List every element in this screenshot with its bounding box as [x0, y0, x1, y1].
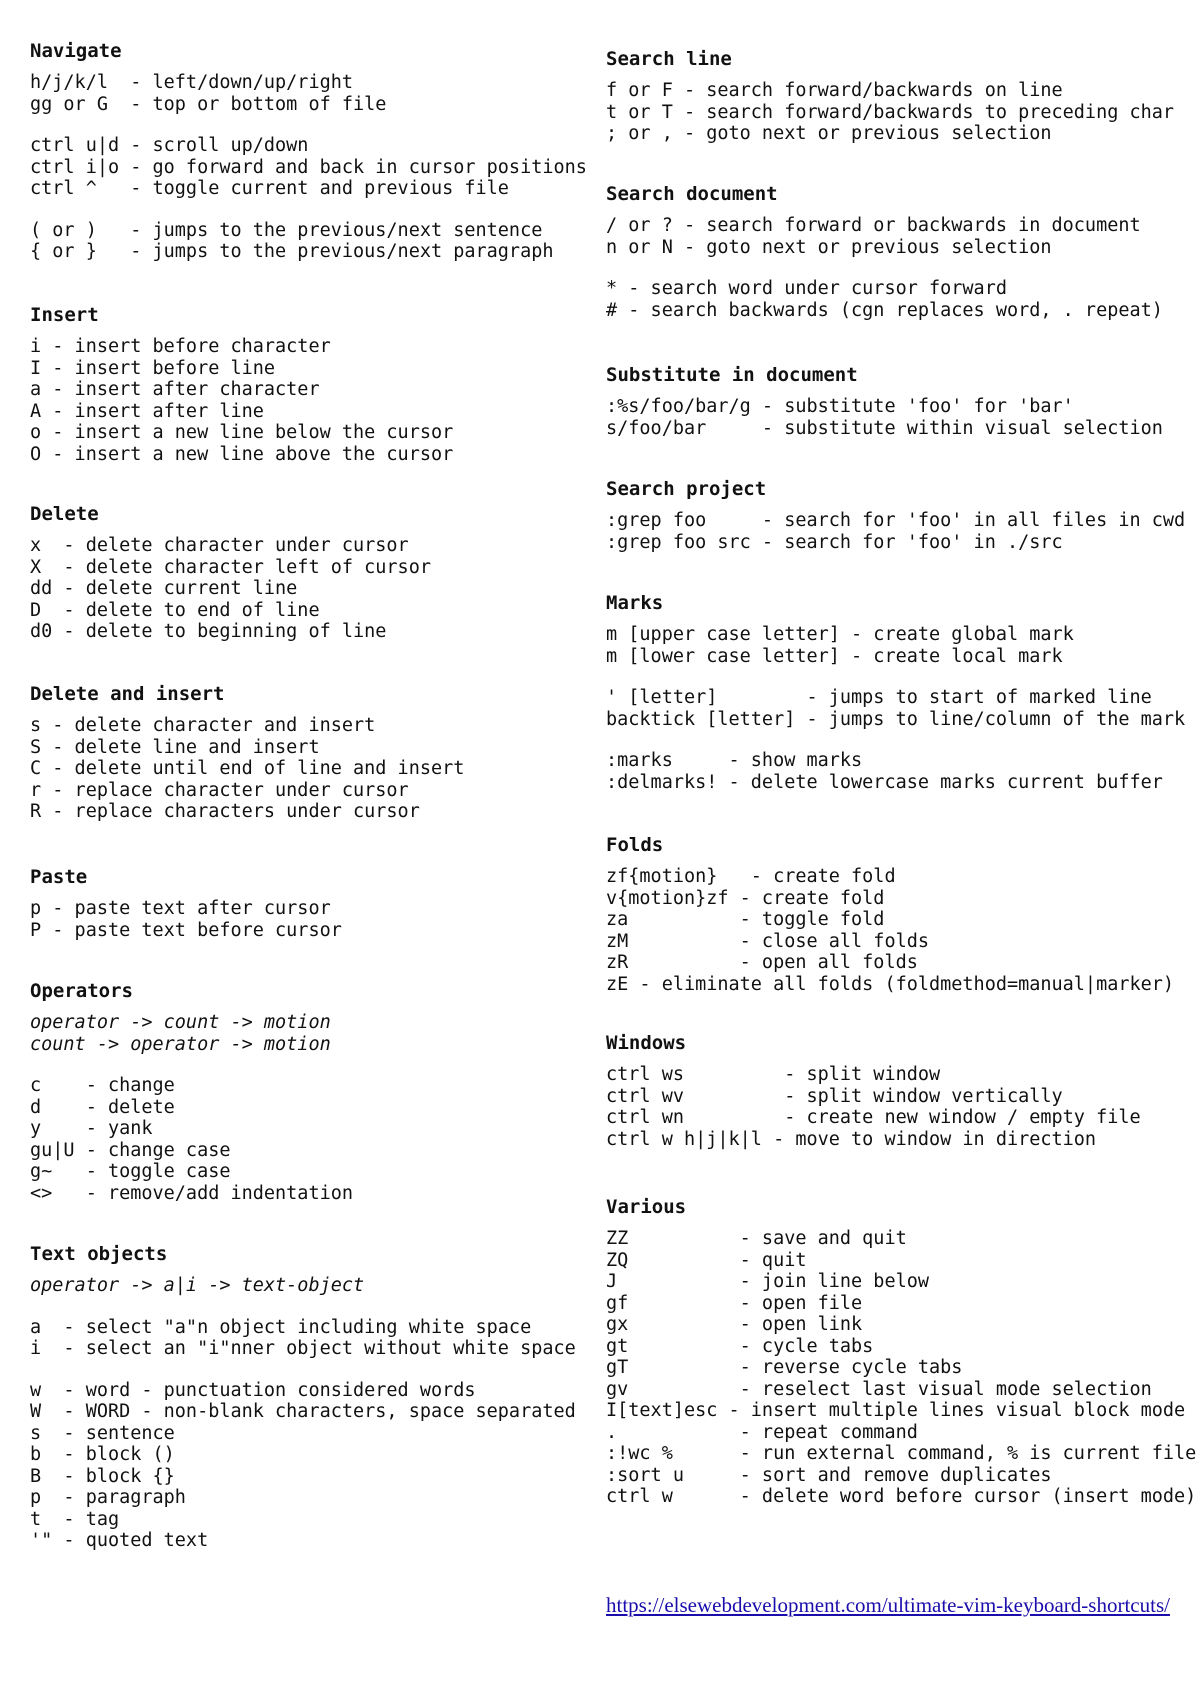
spacer — [30, 200, 587, 220]
shortcut-line: ctrl w - delete word before cursor (insert mode) — [606, 1486, 1197, 1507]
shortcut-line: i - select an "i"nner object without white space — [30, 1338, 576, 1359]
shortcut-line: f or F - search forward/backwards on line — [606, 80, 1063, 101]
shortcut-line: '" - quoted text — [30, 1530, 209, 1551]
shortcut-line: W - WORD - non-blank characters, space separated — [30, 1401, 576, 1422]
shortcut-line: :%s/foo/bar/g - substitute 'foo' for 'bar' — [606, 396, 1074, 417]
shortcut-line: h/j/k/l - left/down/up/right — [30, 72, 354, 93]
shortcut-line: ZZ - save and quit — [606, 1228, 907, 1249]
shortcut-line: ' [letter] - jumps to start of marked line — [606, 687, 1152, 708]
shortcut-line: gT - reverse cycle tabs — [606, 1357, 963, 1378]
shortcut-line: R - replace characters under cursor — [30, 801, 420, 822]
shortcut-line: :sort u - sort and remove duplicates — [606, 1464, 1052, 1486]
shortcut-line: D - delete to end of line — [30, 599, 320, 621]
folds-heading: Folds — [606, 834, 664, 856]
delete-heading: Delete — [30, 503, 99, 525]
shortcut-line: p - paragraph — [30, 1487, 186, 1508]
operators-heading: Operators — [30, 980, 133, 1002]
shortcut-line: C - delete until end of line and insert — [30, 758, 465, 779]
paste-heading: Paste — [30, 866, 88, 888]
shortcut-line: * - search word under cursor forward — [606, 278, 1007, 299]
shortcut-line: x - delete character under cursor — [30, 535, 409, 556]
section-delete-and-insert — [30, 683, 464, 823]
shortcut-line: m [upper case letter] - create global mark — [606, 624, 1074, 645]
section-navigate — [30, 40, 587, 263]
shortcut-line: ctrl w h|j|k|l - move to window in direction — [606, 1128, 1097, 1150]
section-text-objects — [30, 1243, 576, 1552]
various-heading: Various — [606, 1196, 687, 1218]
shortcut-line: <> - remove/add indentation — [30, 1182, 354, 1204]
shortcut-line: P - paste text before cursor — [30, 919, 342, 941]
shortcut-line: ZQ - quit — [606, 1249, 807, 1271]
shortcut-line: gu|U - change case — [30, 1139, 231, 1161]
section-marks — [606, 592, 1185, 793]
shortcut-line: t or T - search forward/backwards to preceding char — [606, 101, 1175, 123]
section-search-document — [606, 183, 1163, 321]
shortcut-line: r - replace character under cursor — [30, 779, 409, 801]
shortcut-line: s - delete character and insert — [30, 715, 376, 736]
spacer — [606, 667, 1185, 687]
shortcut-line: dd - delete current line — [30, 578, 298, 599]
shortcut-line: o - insert a new line below the cursor — [30, 422, 454, 443]
shortcut-line: s/foo/bar - substitute within visual selection — [606, 417, 1163, 439]
section-substitute — [606, 364, 1163, 439]
shortcut-line: zf{motion} - create fold — [606, 866, 896, 887]
shortcut-line: n or N - goto next or previous selection — [606, 236, 1052, 258]
insert-heading: Insert — [30, 304, 99, 326]
shortcut-line: zM - close all folds — [606, 930, 930, 952]
shortcut-line: ctrl i|o - go forward and back in cursor positions — [30, 156, 587, 178]
shortcut-line: :!wc % - run external command, % is current file — [606, 1443, 1197, 1464]
shortcut-line: i - insert before character — [30, 336, 331, 357]
syntax-pattern-line: count -> operator -> motion — [30, 1033, 331, 1055]
shortcut-line: ctrl ws - split window — [606, 1064, 941, 1085]
shortcut-line: B - block {} — [30, 1465, 175, 1487]
footer-link-block — [606, 1592, 1176, 1619]
shortcut-line: p - paste text after cursor — [30, 898, 331, 919]
spacer — [30, 1297, 576, 1317]
shortcut-line: d - delete — [30, 1096, 175, 1118]
shortcut-line: ctrl ^ - toggle current and previous file — [30, 178, 509, 199]
shortcut-line: v{motion}zf - create fold — [606, 887, 885, 909]
shortcut-line: J - join line below — [606, 1271, 930, 1292]
syntax-pattern-line: operator -> count -> motion — [30, 1012, 331, 1033]
spacer — [606, 258, 1163, 278]
section-delete — [30, 503, 431, 643]
section-various — [606, 1196, 1196, 1508]
search-project-heading: Search project — [606, 478, 767, 500]
shortcut-line: ; or , - goto next or previous selection — [606, 123, 1052, 144]
shortcut-line: :marks - show marks — [606, 750, 863, 771]
shortcut-line: y - yank — [30, 1118, 153, 1139]
shortcut-line: zE - eliminate all folds (foldmethod=manual|marker) — [606, 973, 1175, 995]
shortcut-line: zR - open all folds — [606, 952, 918, 973]
section-paste — [30, 866, 342, 941]
section-folds — [606, 834, 1174, 995]
shortcut-line: ctrl wn - create new window / empty file — [606, 1107, 1141, 1128]
shortcut-line: t - tag — [30, 1508, 120, 1530]
marks-heading: Marks — [606, 592, 664, 614]
section-search-line — [606, 48, 1174, 145]
section-windows — [606, 1032, 1141, 1150]
shortcut-line: ctrl wv - split window vertically — [606, 1085, 1063, 1107]
shortcut-line: a - insert after character — [30, 379, 320, 400]
shortcut-line: :grep foo - search for 'foo' in all files in cwd — [606, 510, 1186, 531]
shortcut-line: X - delete character left of cursor — [30, 556, 431, 578]
shortcut-line: S - delete line and insert — [30, 736, 320, 758]
shortcut-line: s - sentence — [30, 1422, 175, 1444]
shortcut-line: ctrl u|d - scroll up/down — [30, 135, 309, 156]
section-search-project — [606, 478, 1185, 553]
search-document-heading: Search document — [606, 183, 778, 205]
shortcut-line: A - insert after line — [30, 400, 264, 422]
delete-and-insert-heading: Delete and insert — [30, 683, 225, 705]
syntax-pattern-line: operator -> a|i -> text-object — [30, 1275, 365, 1296]
windows-heading: Windows — [606, 1032, 687, 1054]
spacer — [30, 115, 587, 135]
section-insert — [30, 304, 453, 465]
text-objects-heading: Text objects — [30, 1243, 168, 1265]
spacer — [30, 1055, 353, 1075]
shortcut-line: za - toggle fold — [606, 909, 885, 930]
shortcut-line: backtick [letter] - jumps to line/column of the mark — [606, 708, 1186, 730]
shortcut-line: gx - open link — [606, 1314, 863, 1335]
shortcut-line: { or } - jumps to the previous/next paragraph — [30, 241, 554, 262]
search-line-heading: Search line — [606, 48, 732, 70]
shortcut-line: c - change — [30, 1075, 175, 1096]
shortcut-line: I - insert before line — [30, 357, 276, 379]
shortcut-line: a - select "a"n object including white space — [30, 1316, 532, 1338]
shortcut-line: g~ - toggle case — [30, 1161, 231, 1182]
shortcut-line: O - insert a new line above the cursor — [30, 443, 454, 465]
shortcut-line: d0 - delete to beginning of line — [30, 621, 387, 642]
shortcut-line: I[text]esc - insert multiple lines visual block mode — [606, 1400, 1186, 1421]
source-link[interactable]: https://elsewebdevelopment.com/ultimate-vim-keyboard-shortcuts/ — [606, 1593, 1170, 1617]
shortcut-line: ( or ) - jumps to the previous/next sentence — [30, 219, 543, 241]
shortcut-line: # - search backwards (cgn replaces word, . repeat) — [606, 299, 1163, 321]
shortcut-line: :delmarks! - delete lowercase marks current buffer — [606, 771, 1163, 793]
shortcut-line: gt - cycle tabs — [606, 1335, 874, 1357]
shortcut-line: m [lower case letter] - create local mark — [606, 645, 1063, 667]
shortcut-line: / or ? - search forward or backwards in document — [606, 215, 1141, 236]
shortcut-line: . - repeat command — [606, 1421, 918, 1443]
shortcut-line: b - block () — [30, 1444, 175, 1465]
shortcut-line: :grep foo src - search for 'foo' in ./src — [606, 531, 1063, 553]
shortcut-line: gv - reselect last visual mode selection — [606, 1378, 1152, 1400]
navigate-heading: Navigate — [30, 40, 122, 62]
shortcut-line: gg or G - top or bottom of file — [30, 93, 387, 115]
substitute-heading: Substitute in document — [606, 364, 858, 386]
section-operators — [30, 980, 353, 1204]
spacer — [606, 730, 1185, 750]
shortcut-line: w - word - punctuation considered words — [30, 1379, 476, 1401]
shortcut-line: gf - open file — [606, 1292, 863, 1314]
spacer — [30, 1360, 576, 1380]
